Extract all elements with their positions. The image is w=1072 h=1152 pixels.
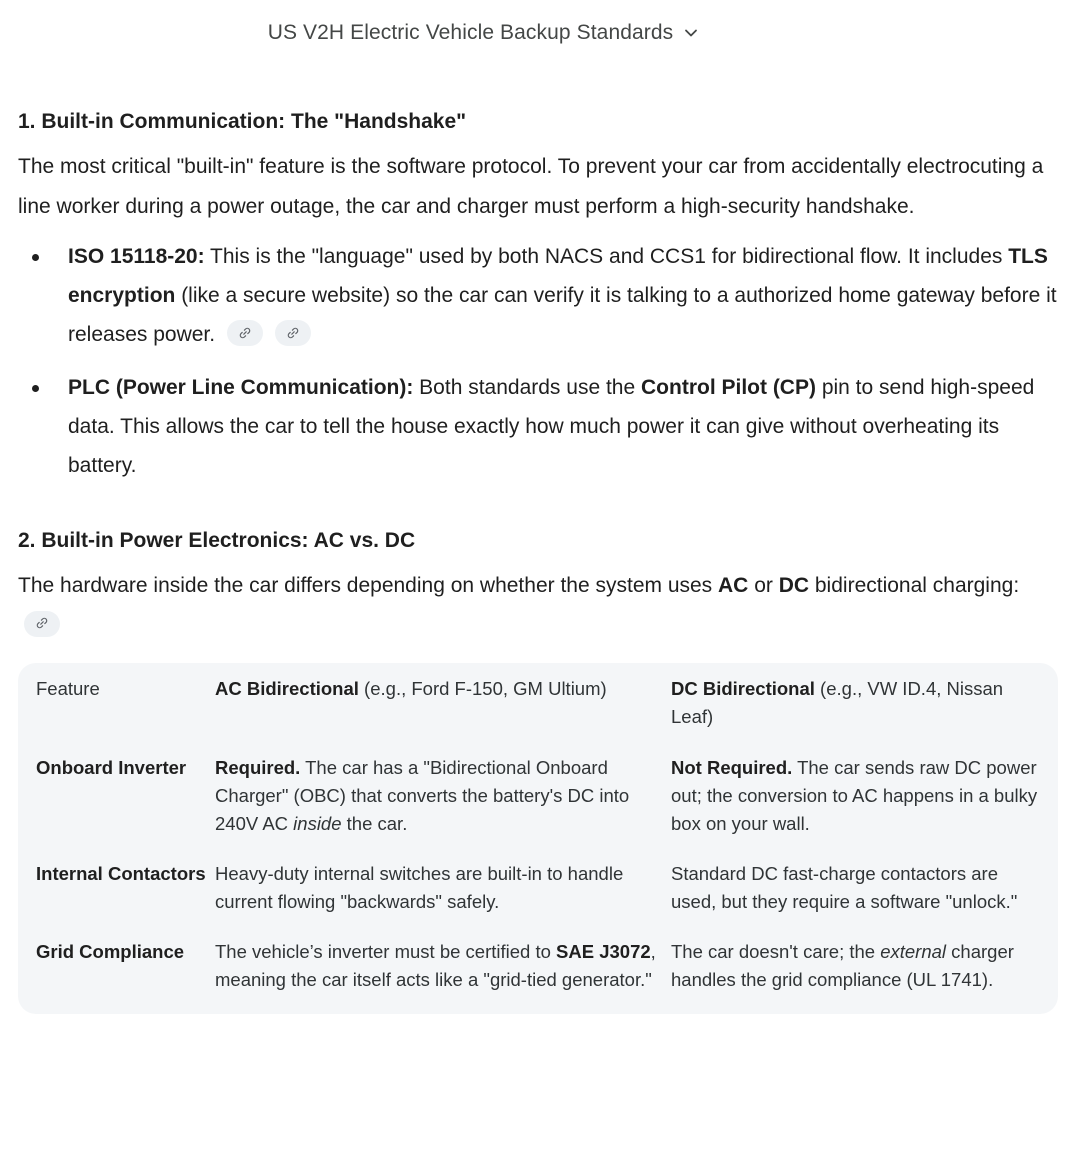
header-term: AC Bidirectional	[215, 678, 359, 699]
section-heading-power-electronics: 2. Built-in Power Electronics: AC vs. DC	[18, 529, 416, 552]
intro-term: AC	[718, 574, 749, 597]
bullet-term: TLS encryption	[68, 245, 1048, 307]
header-dc	[671, 673, 1040, 754]
header-text: (e.g., Ford F-150, GM Ultium)	[358, 678, 607, 699]
table-header-row	[36, 673, 1040, 754]
link-icon	[238, 314, 252, 353]
cell-emphasis: external	[880, 941, 947, 962]
bullet-text: (like a secure website) so the car can verify it is talking to a authorized home gateway before it releases power.	[68, 284, 1057, 346]
row-ac-cell: Heavy-duty internal switches are built-in to handle current flowing "backwards" safely.	[215, 863, 624, 912]
bullet-text: Both standards use the	[413, 376, 641, 399]
feature-label: Grid Compliance	[36, 941, 185, 962]
intro-term: DC	[778, 574, 810, 597]
row-dc-cell	[671, 754, 1040, 860]
link-icon	[286, 314, 300, 353]
row-ac-cell	[215, 754, 671, 860]
conversation-title-dropdown[interactable]	[268, 21, 700, 45]
link-icon	[35, 604, 49, 644]
row-dc-cell	[671, 938, 1040, 994]
header-term: DC Bidirectional	[671, 678, 815, 699]
list-item	[18, 237, 1058, 354]
comparison-table-container	[18, 663, 1058, 1014]
cell-term: Required.	[215, 757, 301, 778]
cell-text: The car sends raw DC power out; the conversion to AC happens in a bulky box on your wall.	[671, 757, 1038, 834]
row-feature	[36, 938, 215, 994]
section-intro-communication: The most critical "built-in" feature is the software protocol. To prevent your car from accidentally electrocuting a line worker during a power outage, the car and charger must perform a high-security handshake.	[18, 155, 1044, 218]
section-heading-communication: 1. Built-in Communication: The "Handshake"	[18, 110, 467, 133]
bullet-term: PLC (Power Line Communication):	[68, 376, 414, 399]
response-content	[18, 110, 1058, 1014]
chevron-down-icon	[683, 25, 699, 41]
cell-text: charger handles the grid compliance (UL 1741).	[671, 941, 1014, 990]
top-bar	[0, 0, 1072, 66]
bullet-dot	[32, 254, 39, 261]
table-row	[36, 754, 1040, 860]
feature-label: Internal Contactors	[36, 863, 206, 884]
list-item	[18, 368, 1058, 485]
bullet-term: Control Pilot (CP)	[641, 376, 816, 399]
feature-label: Onboard Inverter	[36, 757, 187, 778]
header-ac	[215, 673, 671, 754]
cell-text: the car.	[341, 813, 408, 834]
intro-text: The hardware inside the car differs depending on whether the system uses	[18, 574, 719, 597]
cell-term: SAE J3072	[556, 941, 651, 962]
row-dc-cell: Standard DC fast-charge contactors are used, but they require a software "unlock."	[671, 863, 1018, 912]
source-link-chip[interactable]	[24, 611, 60, 637]
cell-term: Not Required.	[671, 757, 793, 778]
conversation-title: US V2H Electric Vehicle Backup Standards	[267, 21, 674, 44]
row-ac-cell	[215, 938, 671, 994]
header-text: (e.g., VW ID.4, Nissan Leaf)	[671, 678, 1004, 727]
intro-text: or	[748, 574, 779, 597]
comparison-table	[36, 673, 1040, 994]
bullet-term: ISO 15118-20:	[68, 245, 205, 268]
source-link-chip[interactable]	[227, 320, 263, 346]
row-feature	[36, 860, 215, 938]
bullet-dot	[32, 385, 39, 392]
bullet-text: pin to send high-speed data. This allows the car to tell the house exactly how much power it can give without overheating its battery.	[68, 376, 1035, 477]
bullet-text: This is the "language" used by both NACS and CCS1 for bidirectional flow. It includes	[204, 245, 1009, 268]
intro-text: bidirectional charging:	[809, 574, 1020, 597]
cell-text: The car has a "Bidirectional Onboard Charger" (OBC) that converts the battery's DC into 240V AC	[215, 757, 630, 834]
source-link-chip[interactable]	[275, 320, 311, 346]
cell-text: The vehicle’s inverter must be certified to	[215, 941, 557, 962]
table-row	[36, 860, 1040, 938]
cell-emphasis: inside	[293, 813, 342, 834]
header-feature: Feature	[36, 678, 100, 699]
cell-text: , meaning the car itself acts like a "grid-tied generator."	[215, 941, 656, 990]
cell-text: The car doesn't care; the	[671, 941, 881, 962]
table-row	[36, 938, 1040, 994]
bullet-list	[18, 237, 1058, 485]
section-intro-power-electronics	[18, 566, 1058, 645]
row-feature	[36, 754, 215, 860]
